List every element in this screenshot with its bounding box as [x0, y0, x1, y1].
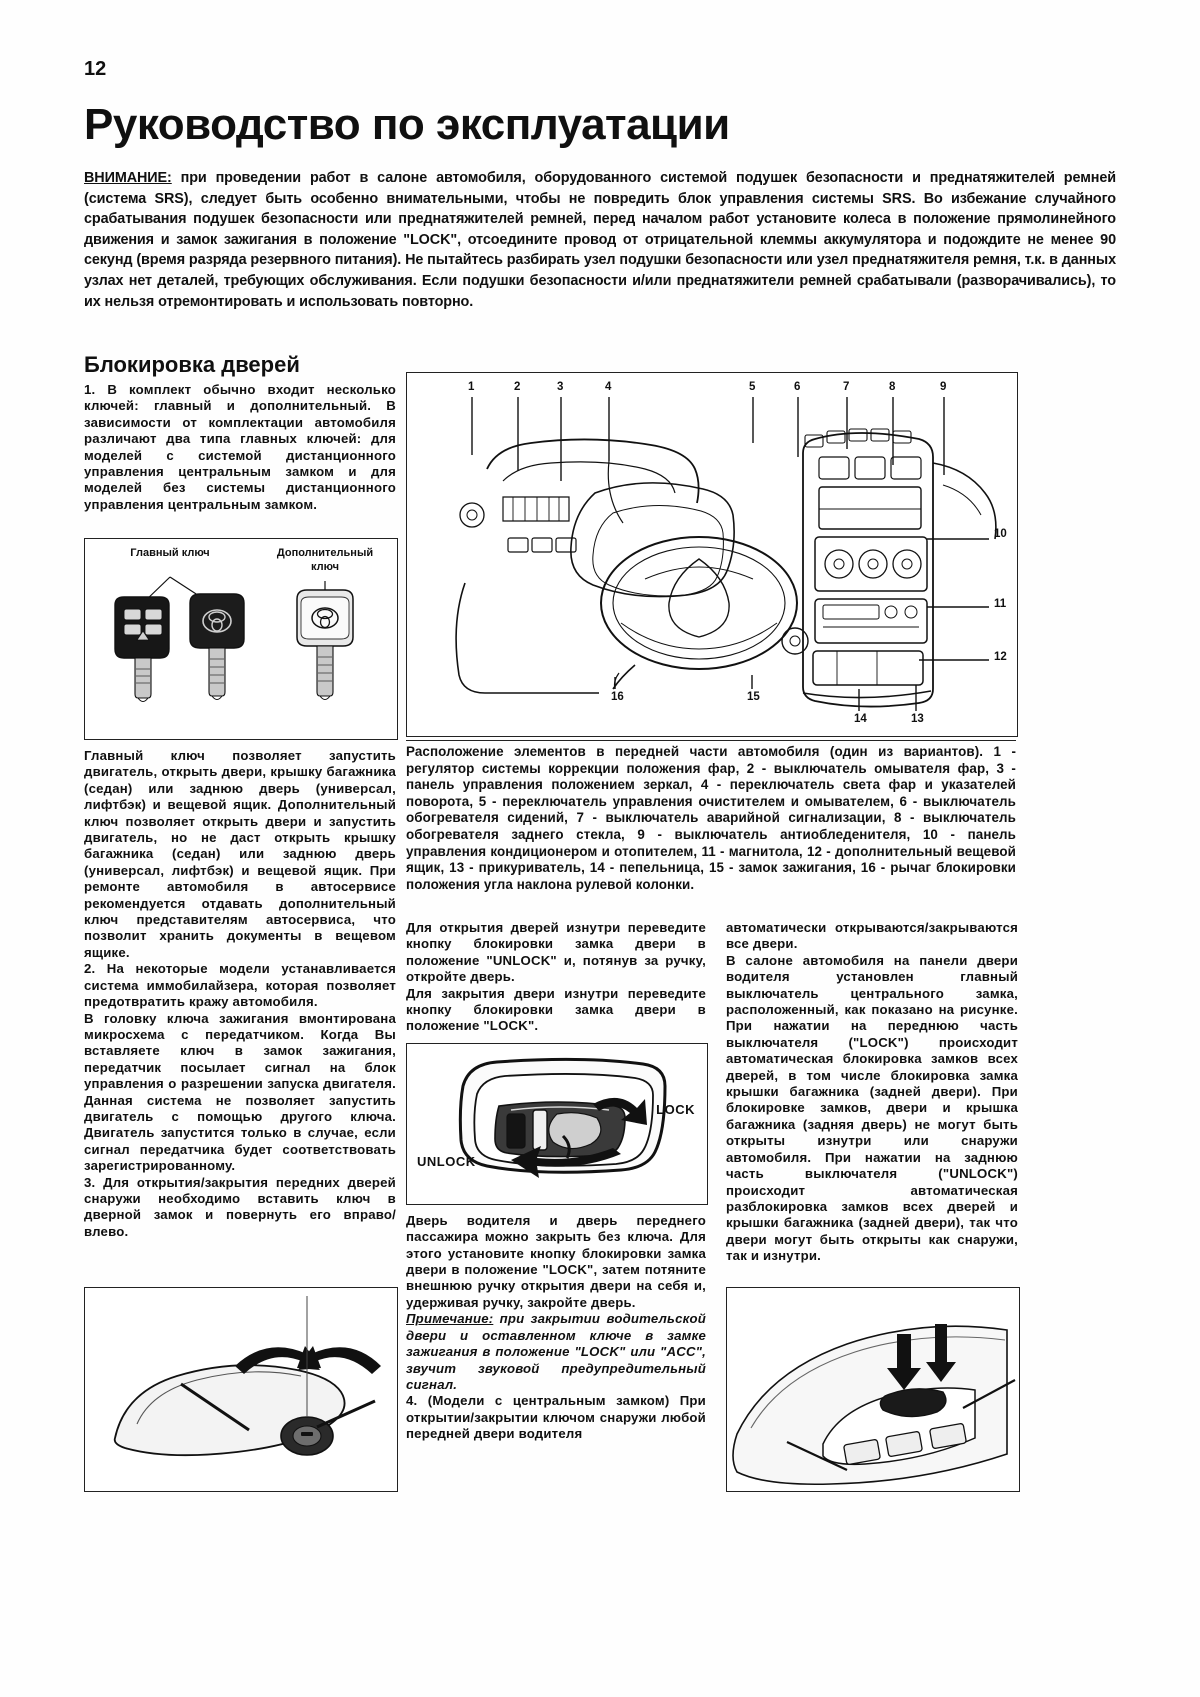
dash-number-13: 13 — [911, 713, 924, 725]
dash-number-5: 5 — [749, 381, 756, 393]
figure-door-lock-key-drawing — [85, 1288, 397, 1491]
figure-inner-door-handle-drawing — [407, 1044, 707, 1204]
dash-number-16: 16 — [611, 691, 624, 703]
figure-dashboard-drawing — [407, 373, 1017, 736]
warning-paragraph — [84, 168, 1116, 312]
dash-number-12: 12 — [994, 651, 1007, 663]
figure-handle-label-lock: LOCK — [656, 1102, 695, 1117]
mid-column-part2: Для закрытия двери изнутри переведите кнопку блокировки замка двери в положение "LOCK". — [406, 985, 706, 1034]
right-column — [726, 920, 1018, 1265]
figure-dashboard-caption — [406, 740, 1016, 893]
caption-rule — [406, 740, 1016, 741]
left-column-body — [84, 748, 396, 1240]
dash-number-2: 2 — [514, 381, 521, 393]
page-number: 12 — [84, 58, 107, 80]
dash-number-6: 6 — [794, 381, 801, 393]
dash-number-10: 10 — [994, 528, 1007, 540]
figure-handle-label-unlock: UNLOCK — [417, 1154, 476, 1169]
warning-lead: ВНИМАНИЕ: — [84, 170, 172, 186]
figure-dashboard — [406, 372, 1018, 737]
dash-number-9: 9 — [940, 381, 947, 393]
dash-number-4: 4 — [605, 381, 612, 393]
dash-number-1: 1 — [468, 381, 475, 393]
section-heading-door-lock: Блокировка дверей — [84, 352, 300, 377]
mid-column-part1: Для открытия дверей изнутри переведите кнопку блокировки замка двери в положение "UNLOCK" и, потянув за ручку, откройте дверь. — [406, 920, 706, 985]
dash-number-14: 14 — [854, 713, 867, 725]
left-column-part4: В головку ключа зажигания вмонтирована микросхема с передатчиком. Когда Вы вставляете ключ в замок зажигания, передатчик посылает сигнал на блок управления о разрешении запуска двигателя. Данная система не позволяет запустить двигатель с помощью другого ключа. Двигатель запустится только в случае, если сигнал передатчика будет соответствовать зарегистрированному. — [84, 1010, 396, 1174]
figure-door-panel-switch — [726, 1287, 1020, 1492]
figure-dashboard-caption-text: Расположение элементов в передней части автомобиля (один из вариантов). 1 - регулятор системы коррекции положения фар, 2 - выключатель омывателя фар, 3 - панель управления положением зеркал, 4 - переключатель света фар и указателей поворота, 5 - переключатель управления очистителем и омывателем, 6 - выключатель обогревателя сидений, 7 - выключатель аварийной сигнализации, 8 - выключатель обогревателя заднего стекла, 9 - выключатель антиобледенителя, 10 - панель управления кондиционером и отопителем, 11 - магнитола, 12 - дополнительный вещевой ящик, 13 - прикуриватель, 14 - пепельница, 15 - замок зажигания, 16 - рычаг блокировки положения угла наклона рулевой колонки. — [406, 744, 1016, 892]
dash-number-11: 11 — [994, 598, 1007, 610]
mid-column-note — [406, 1311, 706, 1393]
right-column-part1: автоматически открываются/закрываются все двери. — [726, 920, 1018, 952]
dash-number-3: 3 — [557, 381, 564, 393]
figure-inner-door-handle — [406, 1043, 708, 1205]
left-column-part3: 2. На некоторые модели устанавливается система иммобилайзера, которая позволяет предотвратить кражу автомобиля. — [84, 961, 396, 1010]
figure-keys-label-main: Главный ключ — [130, 547, 210, 559]
figure-door-panel-switch-drawing — [727, 1288, 1019, 1491]
dash-number-8: 8 — [889, 381, 896, 393]
mid-column-note-text: при закрытии водительской двери и оставленном ключе в замке зажигания в положение "LOCK" или "ACC", звучит звуковой предупредительный сигнал. — [406, 1311, 706, 1392]
page-title: Руководство по эксплуатации — [84, 100, 730, 149]
left-column-part1: 1. В комплект обычно входит несколько ключей: главный и дополнительный. В зависимости от комплектации автомобиля различают два типа главных ключей: для моделей с системой дистанционного управления центральным замком и для моделей без системы дистанционного управления центральным замком. — [84, 382, 396, 512]
mid-column-part4: 4. (Модели с центральным замком) При открытии/закрытии ключом снаружи любой передней двери водителя — [406, 1393, 706, 1442]
left-column-part5: 3. Для открытия/закрытия передних дверей снаружи необходимо вставить ключ в дверной замок и повернуть его вправо/влево. — [84, 1174, 396, 1239]
dash-number-7: 7 — [843, 381, 850, 393]
mid-column-note-lead: Примечание: — [406, 1311, 494, 1327]
mid-column-part3: Дверь водителя и дверь переднего пассажира можно закрыть без ключа. Для этого установите кнопку блокировки замка двери в положение "LOCK", затем потяните внешнюю ручку открытия двери на себя и, удерживая ручку, закройте дверь. — [406, 1212, 706, 1310]
figure-keys-label-sub-line2: ключ — [311, 561, 339, 573]
warning-text: при проведении работ в салоне автомобиля, оборудованного системой подушек безопасности и преднатяжителей ремней (система SRS), следует быть особенно внимательными, чтобы не повредить блок управления системы SRS. Во избежание случайного срабатывания подушек безопасности или преднатяжителей ремней, перед началом работ установите колеса в положение прямолинейного движения и замок зажигания в положение "LOCK", отсоедините провод от отрицательной клеммы аккумулятора и подождите не менее 90 секунд (время разряда резервного питания). Не пытайтесь разбирать узел подушки безопасности или узел преднатяжителя ремня, т.к. в данных узлах нет деталей, требующих обслуживания. Если подушки безопасности и/или преднатяжители ремней срабатывали (разворачивались), то их нельзя отремонтировать и использовать повторно. — [84, 170, 1116, 310]
figure-door-lock-key — [84, 1287, 398, 1492]
left-column-part2: Главный ключ позволяет запустить двигатель, открыть двери, крышку багажника (седан) или заднюю дверь (универсал, лифтбэк) и вещевой ящик. Дополнительный ключ позволяет открыть двери и запустить двигатель, но не даст открыть крышку багажника (седан) или заднюю дверь (универсал, лифтбэк) и вещевой ящик. При ремонте автомобиля в автосервисе рекомендуется отдавать дополнительный ключ представителям автосервиса, что позволит хранить документы в вещевом ящике. — [84, 748, 396, 960]
dash-number-15: 15 — [747, 691, 760, 703]
figure-keys-label-sub-line1: Дополнительный — [276, 547, 374, 559]
right-column-part2: В салоне автомобиля на панели двери водителя установлен главный выключатель центрального замка, расположенный, как показано на рисунке. При нажатии на переднюю часть выключателя ("LOCK") происходит автоматическая блокировка замков всех дверей, в том числе блокировка замка крышки багажника (задней двери). При блокировке замков, двери и крышка багажника (задняя дверь) не могут быть открыты изнутри или снаружи автомобиля. При нажатии на заднюю часть выключателя ("UNLOCK") происходит автоматическая разблокировка замков всех дверей и крышки багажника (задней двери), так что двери могут быть открыты как снаружи, так и изнутри. — [726, 952, 1018, 1264]
figure-keys — [84, 538, 398, 740]
